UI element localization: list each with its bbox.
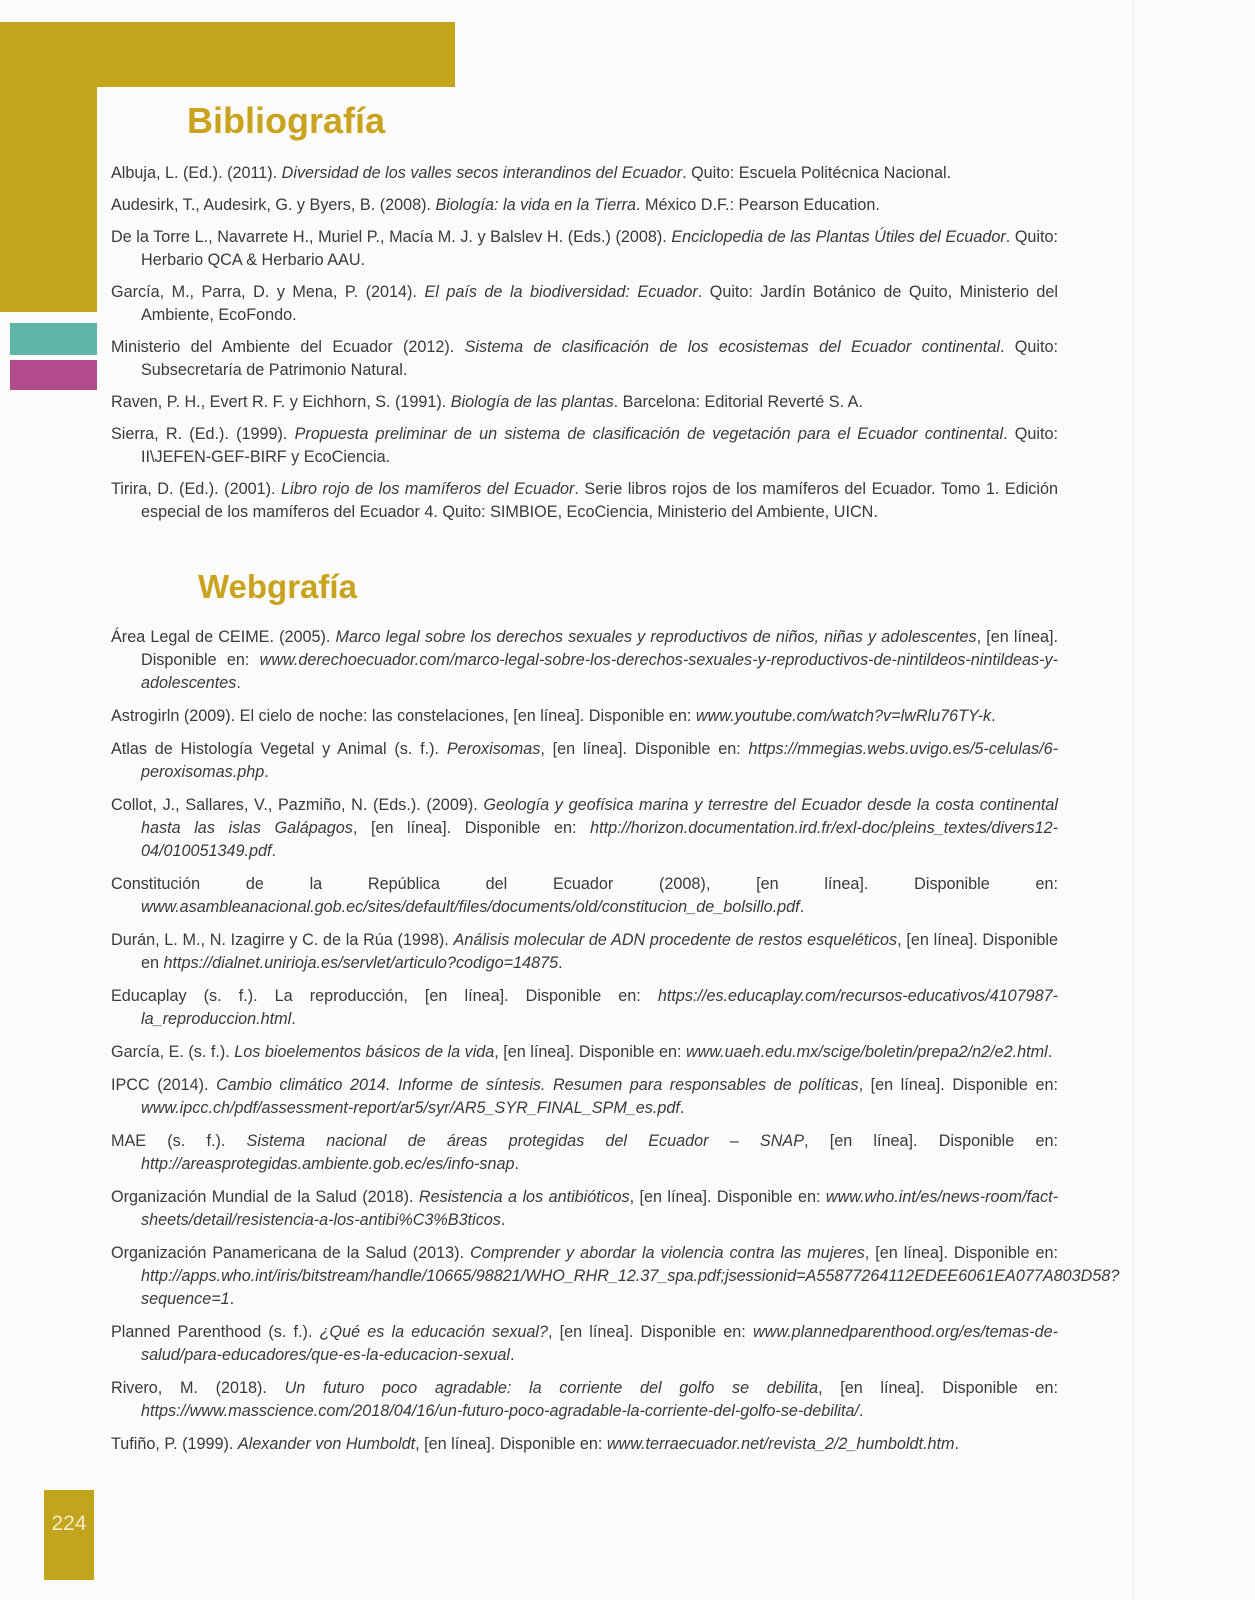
entry-authors: De la Torre L., Navarrete H., Muriel P., Macía M. J. y Balslev H. (Eds.) (2008). xyxy=(111,228,672,246)
entry-authors: Collot, J., Sallares, V., Pazmiño, N. (Eds.). (2009). xyxy=(111,796,484,814)
webography-entry xyxy=(111,1433,1058,1456)
page-number: 224 xyxy=(51,1512,87,1535)
entry-details: . xyxy=(509,1346,515,1364)
webography-entry xyxy=(111,1130,1058,1176)
entry-title: Biología: la vida en la Tierra xyxy=(435,196,636,214)
entry-url: https://es.educaplay.com/recursos-educativos/4107987-la_reproduccion.html xyxy=(141,987,1058,1028)
entry-title: ¿Qué es la educación sexual? xyxy=(319,1323,548,1341)
entry-details: . xyxy=(1047,1043,1053,1061)
entry-title: Marco legal sobre los derechos sexuales y reproductivos de niños, niñas y adolescentes xyxy=(335,628,977,646)
entry-title: Diversidad de los valles secos interandinos del Ecuador xyxy=(281,164,683,182)
entry-url: www.who.int/es/news-room/fact-sheets/detail/resistencia-a-los-antibi%C3%B3ticos xyxy=(141,1188,1058,1229)
entry-url: www.youtube.com/watch?v=lwRlu76TY-k xyxy=(695,707,992,725)
entry-url: www.asambleanacional.gob.ec/sites/default/files/documents/old/constitucion_de_bolsillo.pdf xyxy=(141,898,800,916)
entry-details: . xyxy=(229,1290,235,1308)
entry-authors: Área Legal de CEIME. (2005). xyxy=(111,628,336,646)
entry-details: . Quito: Escuela Politécnica Nacional. xyxy=(682,164,952,182)
entry-url: www.plannedparenthood.org/es/temas-de-salud/para-educadores/que-es-la-educacion-sexual xyxy=(141,1323,1058,1364)
entry-title: Un futuro poco agradable: la corriente del golfo se debilita xyxy=(284,1379,819,1397)
webography-list xyxy=(111,626,1120,1466)
webography-entry xyxy=(111,1377,1058,1423)
entry-availability: , [en línea]. Disponible en xyxy=(141,931,1058,972)
bibliography-entry xyxy=(111,336,1058,382)
entry-authors: Audesirk, T., Audesirk, G. y Byers, B. (2008). xyxy=(111,196,436,214)
entry-url: https://mmegias.webs.uvigo.es/5-celulas/6-peroxisomas.php xyxy=(141,740,1058,781)
entry-availability: , [en línea]. Disponible en: xyxy=(540,740,749,758)
webography-entry xyxy=(111,794,1058,863)
bibliography-heading: Bibliografía xyxy=(187,100,386,141)
entry-title: Peroxisomas xyxy=(446,740,541,758)
bibliography-entry xyxy=(111,478,1058,524)
entry-title: Biología de las plantas xyxy=(450,393,614,411)
entry-details: . Serie libros rojos de los mamíferos del Ecuador. Tomo 1. Edición especial de los mamíferos del Ecuador 4. Quito: SIMBIOE, EcoCiencia, Ministerio del Ambiente, UICN. xyxy=(141,480,1058,521)
entry-details: . Quito: Jardín Botánico de Quito, Ministerio del Ambiente, EcoFondo. xyxy=(141,283,1058,324)
magenta-section-tab xyxy=(10,360,97,390)
webography-entry xyxy=(111,1041,1058,1064)
bibliography-entry xyxy=(111,162,1058,185)
entry-title: Sistema de clasificación de los ecosistemas del Ecuador continental xyxy=(464,338,1000,356)
entry-authors: Rivero, M. (2018). xyxy=(111,1379,285,1397)
entry-url: www.ipcc.ch/pdf/assessment-report/ar5/syr/AR5_SYR_FINAL_SPM_es.pdf xyxy=(141,1099,680,1117)
page-edge-line xyxy=(1133,0,1134,1600)
entry-availability: , [en línea]. Disponible en: xyxy=(858,1076,1058,1094)
entry-authors: García, M., Parra, D. y Mena, P. (2014). xyxy=(111,283,425,301)
entry-authors: MAE (s. f.). xyxy=(111,1132,247,1150)
entry-authors: Raven, P. H., Evert R. F. y Eichhorn, S. (1991). xyxy=(111,393,451,411)
webography-entry xyxy=(111,1074,1058,1120)
entry-details: . xyxy=(514,1155,519,1173)
bibliography-entry xyxy=(111,423,1058,469)
webography-entry xyxy=(111,705,1058,728)
entry-title: Alexander von Humboldt xyxy=(237,1435,416,1453)
entry-details: . xyxy=(271,842,277,860)
entry-authors: Ministerio del Ambiente del Ecuador (2012). xyxy=(111,338,465,356)
webography-entry xyxy=(111,929,1058,975)
entry-availability: , [en línea]. Disponible en: xyxy=(864,1244,1058,1262)
entry-availability: , [en línea]. Disponible en: xyxy=(547,1323,753,1341)
entry-availability: , [en línea]. Disponible en: xyxy=(818,1379,1058,1397)
entry-title: Análisis molecular de ADN procedente de restos esqueléticos xyxy=(453,931,898,949)
webography-entry xyxy=(111,1186,1058,1232)
webography-entry xyxy=(111,1242,1120,1311)
entry-availability: , [en línea]. Disponible en: xyxy=(804,1132,1058,1150)
entry-authors: García, E. (s. f.). xyxy=(111,1043,235,1061)
entry-authors: Sierra, R. (Ed.). (1999). xyxy=(111,425,295,443)
entry-details: . xyxy=(799,898,805,916)
entry-authors: IPCC (2014). xyxy=(111,1076,217,1094)
entry-url: http://areasprotegidas.ambiente.gob.ec/es/info-snap xyxy=(141,1155,515,1173)
entry-details: . xyxy=(236,674,241,692)
entry-authors: Tirira, D. (Ed.). (2001). xyxy=(111,480,282,498)
entry-availability: , [en línea]. Disponible en: xyxy=(494,1043,686,1061)
entry-details: . Barcelona: Editorial Reverté S. A. xyxy=(613,393,863,411)
entry-details: . Quito: II\JEFEN-GEF-BIRF y EcoCiencia. xyxy=(141,425,1058,466)
webography-entry xyxy=(111,985,1058,1031)
entry-title: Resistencia a los antibióticos xyxy=(418,1188,630,1206)
page-number-badge xyxy=(44,1490,94,1580)
webography-entry xyxy=(111,738,1058,784)
entry-url: www.uaeh.edu.mx/scige/boletin/prepa2/n2/e2.html xyxy=(685,1043,1048,1061)
entry-authors: Organización Mundial de la Salud (2018). xyxy=(111,1188,419,1206)
entry-title: Enciclopedia de las Plantas Útiles del Ecuador xyxy=(671,228,1006,246)
entry-authors: Astrogirln (2009). El cielo de noche: las constelaciones, [en línea]. Disponible en: xyxy=(111,707,696,725)
entry-authors: Albuja, L. (Ed.). (2011). xyxy=(111,164,282,182)
entry-title: Libro rojo de los mamíferos del Ecuador xyxy=(281,480,575,498)
entry-authors: Atlas de Histología Vegetal y Animal (s. f.). xyxy=(111,740,447,758)
entry-authors: Organización Panamericana de la Salud (2013). xyxy=(111,1244,471,1262)
entry-details: . xyxy=(558,954,563,972)
bibliography-entry xyxy=(111,391,1058,414)
entry-details: . Quito: Herbario QCA & Herbario AAU. xyxy=(141,228,1059,269)
entry-availability: , [en línea]. Disponible en: xyxy=(629,1188,826,1206)
entry-details: . Quito: Subsecretaría de Patrimonio Natural. xyxy=(141,338,1058,379)
entry-availability: , [en línea]. Disponible en: xyxy=(141,628,1058,669)
bibliography-entry xyxy=(111,194,1058,217)
teal-section-tab xyxy=(10,323,97,355)
entry-availability: , [en línea]. Disponible en: xyxy=(352,819,591,837)
entry-title: Comprender y abordar la violencia contra las mujeres xyxy=(470,1244,865,1262)
entry-authors: Planned Parenthood (s. f.). xyxy=(111,1323,320,1341)
entry-authors: Constitución de la República del Ecuador (2008), [en línea]. Disponible en: xyxy=(111,875,1058,893)
entry-title: Geología y geofísica marina y terrestre del Ecuador desde la costa continental hasta las islas Galápagos xyxy=(141,796,1059,837)
webography-entry xyxy=(111,1321,1058,1367)
entry-authors: Durán, L. M., N. Izagirre y C. de la Rúa (1998). xyxy=(111,931,454,949)
entry-title: Propuesta preliminar de un sistema de clasificación de vegetación para el Ecuador continental xyxy=(294,425,1004,443)
entry-url: https://dialnet.unirioja.es/servlet/articulo?codigo=14875 xyxy=(163,954,559,972)
entry-url: www.terraecuador.net/revista_2/2_humboldt.htm xyxy=(606,1435,955,1453)
entry-availability: , [en línea]. Disponible en: xyxy=(415,1435,607,1453)
entry-details: . xyxy=(679,1099,685,1117)
entry-url: http://apps.who.int/iris/bitstream/handle/10665/98821/WHO_RHR_12.37_spa.pdf;jsessionid=A55877264112EDEE6061EA077A803D58?sequence=1 xyxy=(141,1267,1120,1308)
webography-entry xyxy=(111,626,1058,695)
entry-url: https://www.masscience.com/2018/04/16/un-futuro-poco-agradable-la-corriente-del-golfo-se-debilita/ xyxy=(141,1402,860,1420)
entry-title: Los bioelementos básicos de la vida xyxy=(234,1043,495,1061)
entry-title: El país de la biodiversidad: Ecuador xyxy=(424,283,698,301)
entry-details: . xyxy=(954,1435,959,1453)
entry-details: . xyxy=(291,1010,296,1028)
entry-url: http://horizon.documentation.ird.fr/exl-doc/pleins_textes/divers12-04/010051349.pdf xyxy=(141,819,1058,860)
entry-details: . xyxy=(859,1402,864,1420)
entry-title: Sistema nacional de áreas protegidas del Ecuador – SNAP xyxy=(246,1132,804,1150)
bibliography-entry xyxy=(111,226,1058,272)
entry-url: www.derechoecuador.com/marco-legal-sobre-los-derechos-sexuales-y-reproductivos-de-nintildeos-nintildeas-y-adolescentes xyxy=(141,651,1058,692)
entry-authors: Educaplay (s. f.). La reproducción, [en línea]. Disponible en: xyxy=(111,987,658,1005)
entry-details: . xyxy=(991,707,996,725)
entry-details: . México D.F.: Pearson Education. xyxy=(636,196,880,214)
entry-details: . xyxy=(500,1211,506,1229)
entry-title: Cambio climático 2014. Informe de síntesis. Resumen para responsables de políticas xyxy=(216,1076,859,1094)
webography-heading: Webgrafía xyxy=(198,568,357,605)
entry-authors: Tufiño, P. (1999). xyxy=(111,1435,238,1453)
webography-entry xyxy=(111,873,1058,919)
decorative-side-bar xyxy=(0,22,97,312)
bibliography-list xyxy=(111,162,1058,533)
bibliography-entry xyxy=(111,281,1058,327)
entry-details: . xyxy=(264,763,269,781)
